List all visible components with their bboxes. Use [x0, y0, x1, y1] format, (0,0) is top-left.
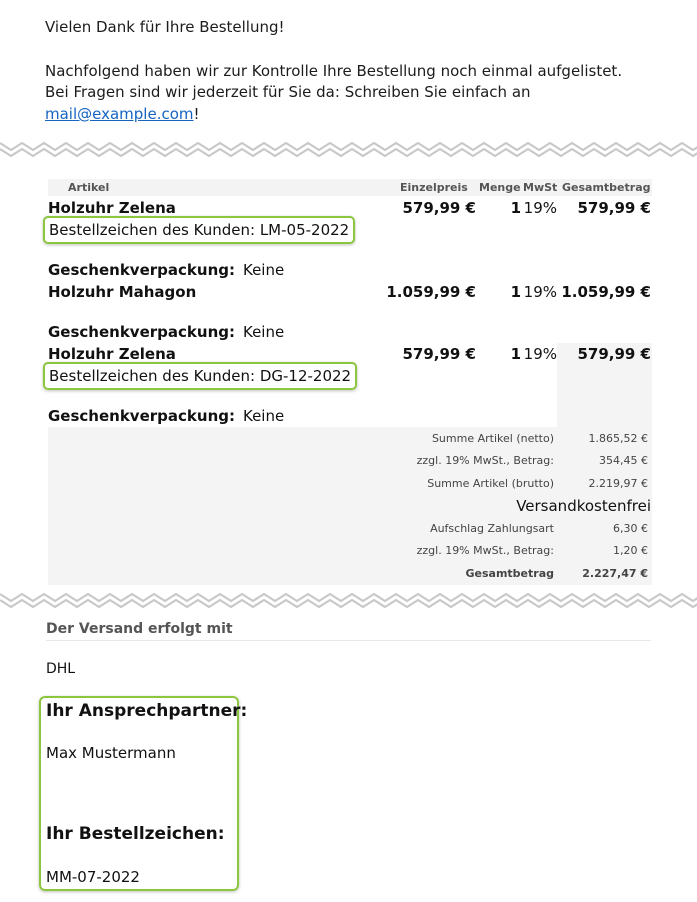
- order-reference-heading: Ihr Bestellzeichen:: [46, 824, 225, 844]
- shipping-cost-text: Versandkostenfrei: [516, 497, 651, 515]
- summary-net-value: 1.865,52 €: [588, 432, 648, 445]
- summary-total-label: Gesamtbetrag: [465, 567, 554, 580]
- gift-wrap-label: Geschenkverpackung:: [48, 323, 235, 341]
- summary-surcharge-vat-label: zzgl. 19% MwSt., Betrag:: [416, 544, 554, 557]
- gift-wrap-row: [48, 407, 284, 425]
- zigzag-divider: [0, 137, 697, 161]
- header-unit-price: Einzelpreis: [400, 181, 468, 194]
- order-reference-value: MM-07-2022: [46, 868, 140, 886]
- item-name: Holzuhr Mahagon: [48, 283, 197, 301]
- customer-reference: Bestellzeichen des Kunden: LM-05-2022: [43, 216, 355, 244]
- summary-net-label: Summe Artikel (netto): [431, 432, 554, 445]
- header-quantity: Menge: [479, 181, 521, 194]
- customer-reference: Bestellzeichen des Kunden: DG-12-2022: [43, 362, 357, 390]
- item-vat: 19%: [523, 283, 557, 301]
- item-unit-price: 1.059,99 €: [386, 283, 476, 301]
- item-vat: 19%: [523, 199, 557, 217]
- divider: [46, 640, 651, 641]
- item-total: 579,99 €: [577, 199, 651, 217]
- item-quantity: 1: [510, 345, 521, 363]
- header-vat: MwSt: [523, 181, 558, 194]
- intro-line-1: Nachfolgend haben wir zur Kontrolle Ihre Bestellung noch einmal aufgelistet.: [45, 62, 623, 80]
- email-link[interactable]: mail@example.com: [45, 105, 194, 123]
- gift-wrap-row: [48, 261, 284, 279]
- shipping-carrier: DHL: [46, 661, 76, 677]
- item-name: Holzuhr Zelena: [48, 345, 176, 363]
- item-vat: 19%: [523, 345, 557, 363]
- zigzag-divider: [0, 588, 697, 612]
- email-line: [45, 104, 200, 124]
- intro-line-2: Bei Fragen sind wir jederzeit für Sie da: Schreiben Sie einfach an: [45, 83, 531, 101]
- summary-vat-value: 354,45 €: [599, 454, 648, 467]
- summary-surcharge-label: Aufschlag Zahlungsart: [430, 522, 554, 535]
- gift-wrap-row: [48, 323, 284, 341]
- item-quantity: 1: [510, 283, 521, 301]
- header-article: Artikel: [68, 181, 110, 194]
- summary-gross-label: Summe Artikel (brutto): [427, 477, 554, 490]
- gift-wrap-value: Keine: [242, 407, 285, 425]
- item-quantity: 1: [510, 199, 521, 217]
- contact-heading: Ihr Ansprechpartner:: [46, 701, 248, 721]
- summary-vat-label: zzgl. 19% MwSt., Betrag:: [416, 454, 554, 467]
- gift-wrap-value: Keine: [242, 323, 285, 341]
- item-total: 579,99 €: [577, 345, 651, 363]
- gift-wrap-label: Geschenkverpackung:: [48, 407, 235, 425]
- contact-box: [39, 696, 239, 891]
- item-unit-price: 579,99 €: [402, 345, 476, 363]
- summary-surcharge-vat-value: 1,20 €: [613, 544, 648, 557]
- summary-gross-value: 2.219,97 €: [588, 477, 648, 490]
- shipping-heading: Der Versand erfolgt mit: [46, 621, 233, 637]
- item-total: 1.059,99 €: [561, 283, 651, 301]
- contact-name: Max Mustermann: [46, 744, 176, 762]
- summary-surcharge-value: 6,30 €: [613, 522, 648, 535]
- item-unit-price: 579,99 €: [402, 199, 476, 217]
- gift-wrap-label: Geschenkverpackung:: [48, 261, 235, 279]
- header-total: Gesamtbetrag: [562, 181, 651, 194]
- thanks-text: Vielen Dank für Ihre Bestellung!: [45, 18, 285, 36]
- email-suffix: !: [193, 105, 200, 123]
- item-name: Holzuhr Zelena: [48, 199, 176, 217]
- summary-total-value: 2.227,47 €: [582, 567, 648, 580]
- gift-wrap-value: Keine: [242, 261, 285, 279]
